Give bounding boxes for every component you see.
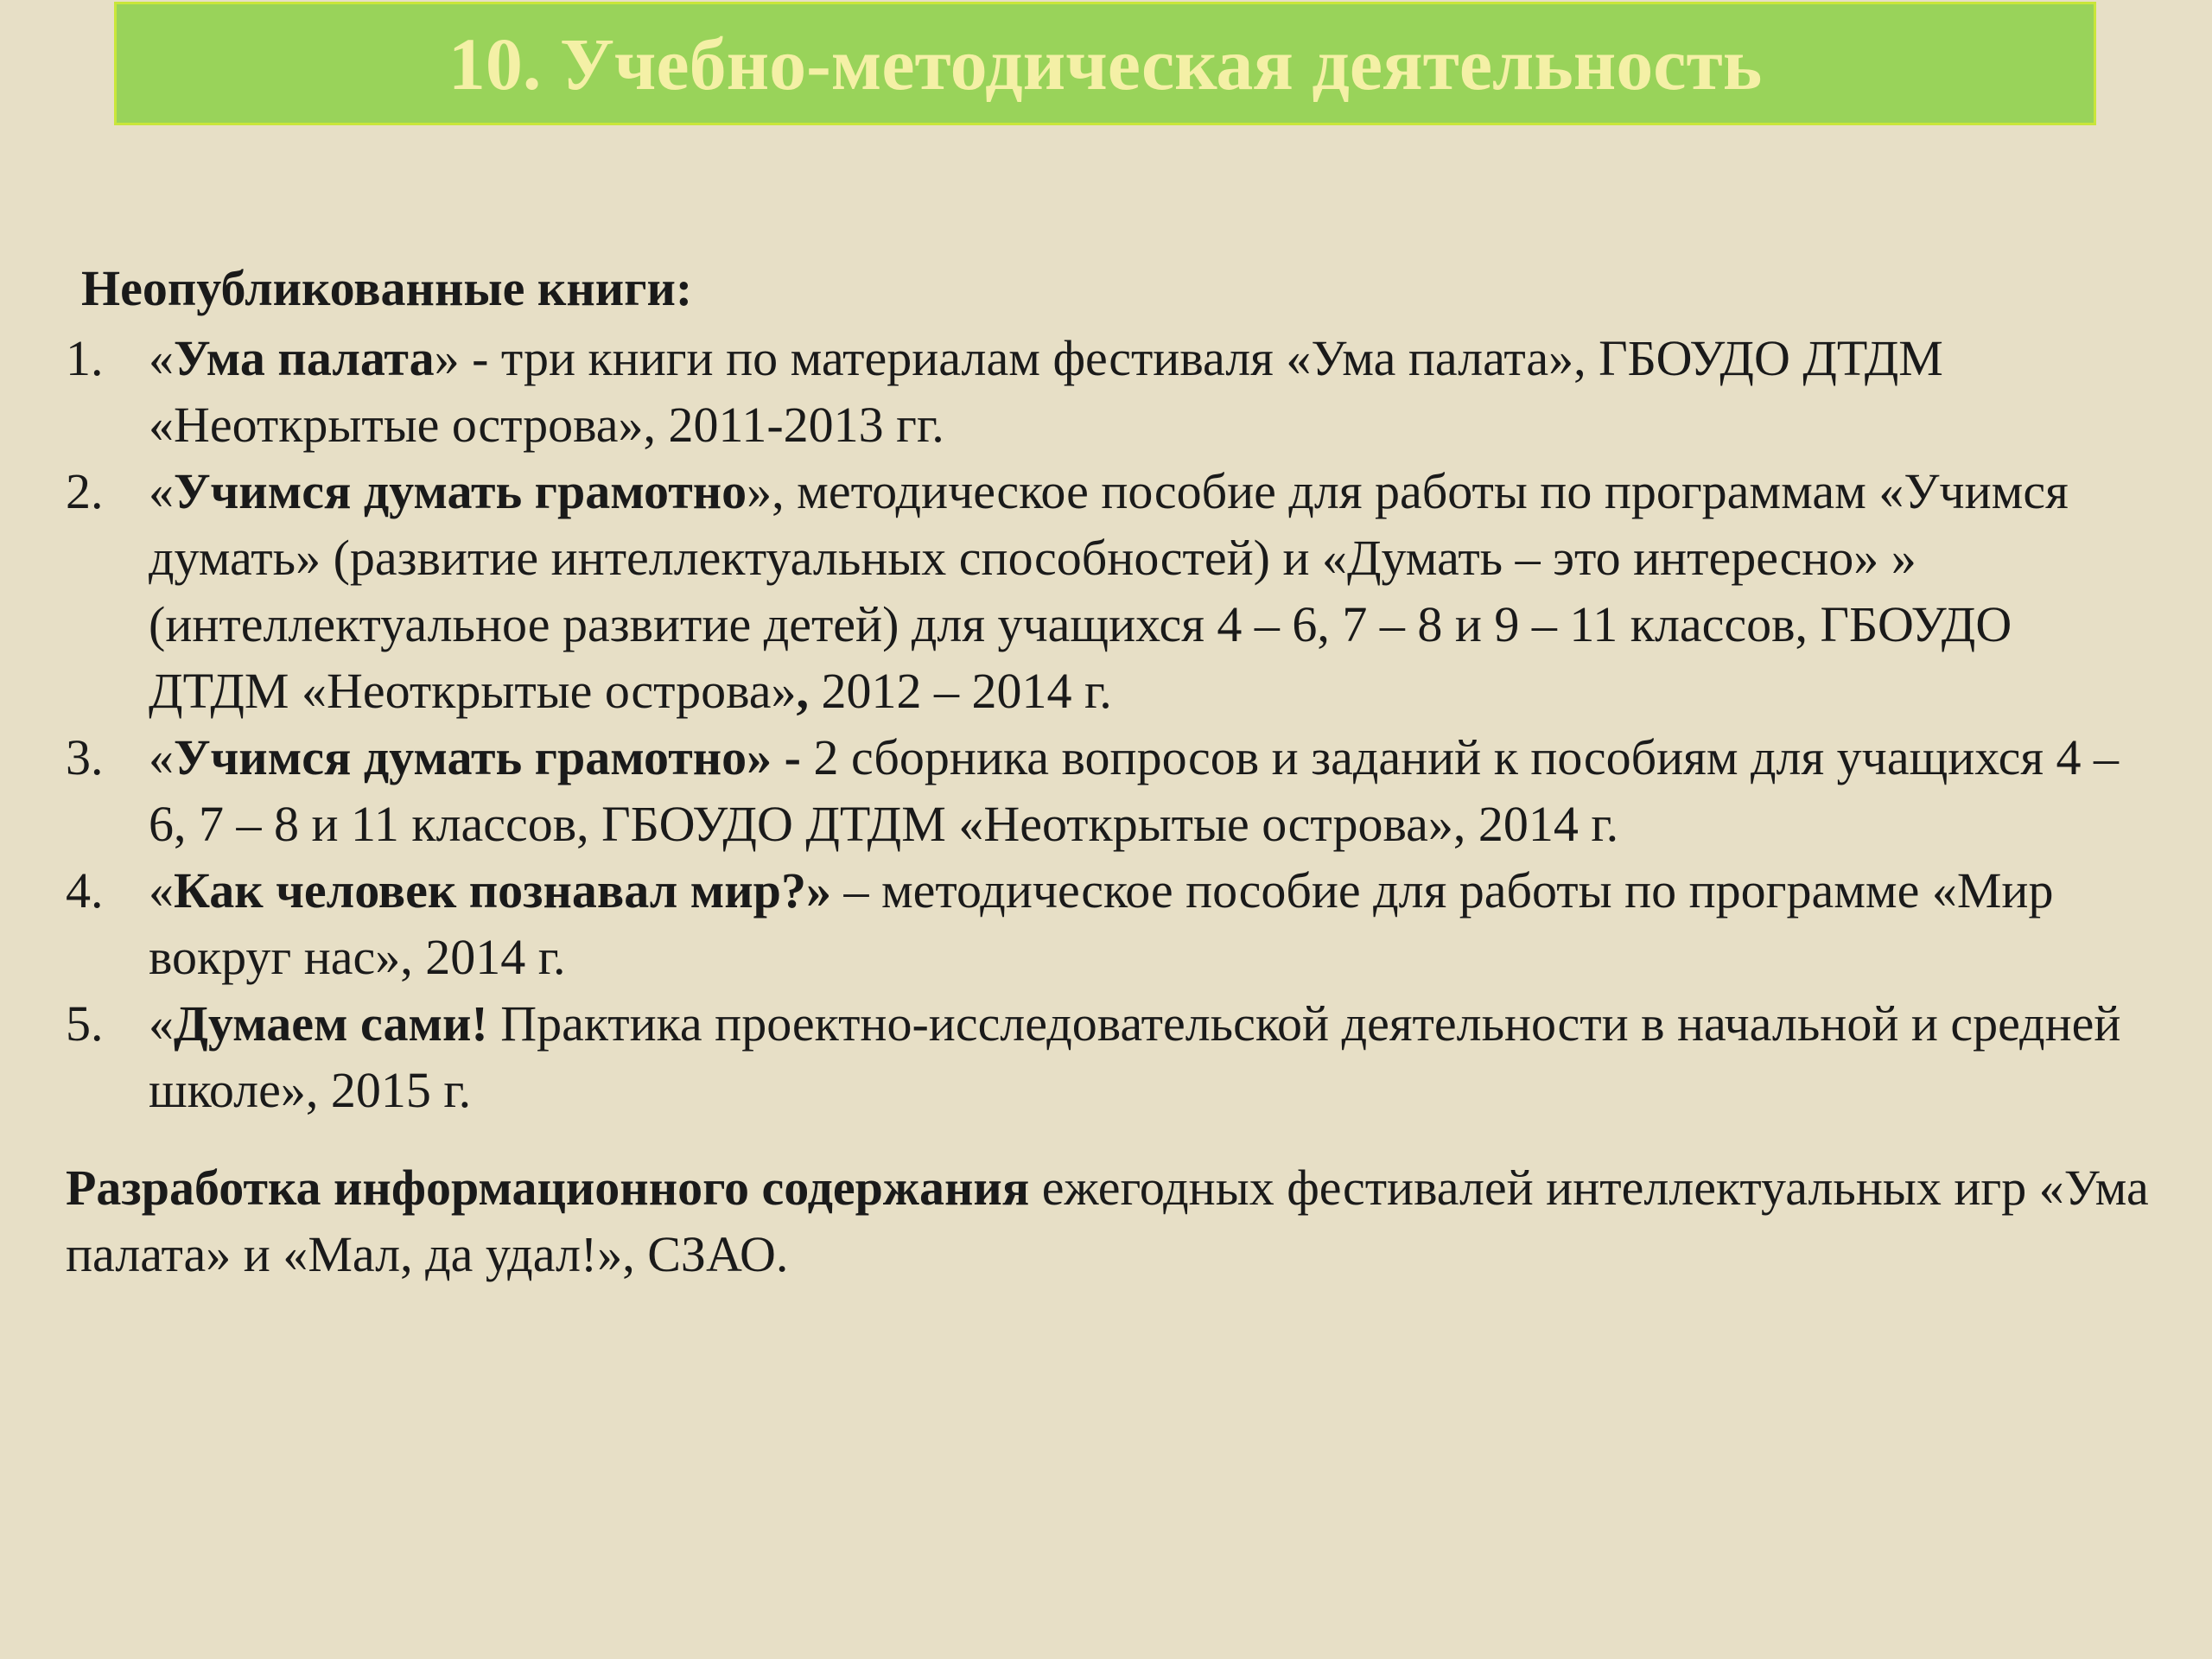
quote-mark: « [149,330,174,386]
bold-comma: , [796,663,809,719]
quote-mark: « [149,862,174,918]
list-item-number: 1. [66,330,104,386]
footer-text: ежегодных фестивалей интеллектуальных игр «Ума палата» и «Мал, да удал!», СЗАО. [66,1160,2149,1282]
list-item-number: 3. [66,729,104,785]
list-item [66,458,2157,724]
section-heading: Неопубликованные книги: [81,260,693,316]
book-description: 2 сборника вопросов и заданий к пособиям для учащихся 4 – 6, 7 – 8 и 11 классов, ГБОУДО ДТДМ «Неоткрытые острова», 2014 г. [149,729,2120,852]
footer-bold-lead: Разработка информационного содержания [66,1160,1030,1216]
quote-mark: « [149,729,174,785]
book-title: Ума палата [174,330,435,386]
slide-content [66,252,2157,1287]
book-description: », методическое пособие для работы по программам «Учимся думать» (развитие интеллектуальных способностей) и «Думать – это интересно» » (интеллектуальное развитие детей) для учащихся 4 – 6, 7 – 8 и 9 – 11 классов, ГБОУДО ДТДМ «Неоткрытые острова» [149,463,2069,719]
quote-mark: « [149,995,174,1052]
book-years: 2012 – 2014 г. [809,663,1112,719]
slide-title: 10. Учебно-методическая деятельность [448,22,1763,105]
list-item [66,990,2157,1123]
book-title: Думаем сами! [174,995,488,1052]
list-item-number: 4. [66,862,104,918]
footer-paragraph [66,1154,2157,1287]
book-title: Учимся думать грамотно [174,463,747,519]
book-description: Практика проектно-исследовательской деятельности в начальной и средней школе», 2015 г. [149,995,2121,1118]
list-item [66,724,2157,857]
book-description: – методическое пособие для работы по программе «Мир вокруг нас», 2014 г. [149,862,2054,985]
book-title: Как человек познавал мир?» [174,862,831,918]
book-description: » - три книги по материалам фестиваля «Ума палата», ГБОУДО ДТДМ «Неоткрытые острова», 2011-2013 гг. [149,330,1943,453]
quote-mark: « [149,463,174,519]
title-banner [114,2,2096,125]
list-item [66,325,2157,458]
list-item-number: 2. [66,463,104,519]
book-title: Учимся думать грамотно» - [174,729,801,785]
book-list [66,325,2157,1123]
list-item [66,857,2157,990]
list-item-number: 5. [66,995,104,1052]
